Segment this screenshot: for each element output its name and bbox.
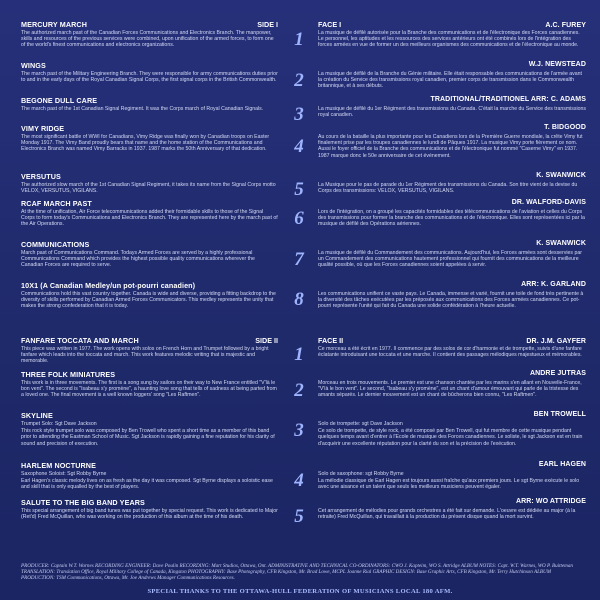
composer: DR. J.M. GAYFER — [526, 338, 586, 345]
track-description-fr: La musique de défilé du Commandement des communications. Aujourd'hui, les Forces armées sont desservies par un Commandement des communications hautement professionnel qui fournit des communications de la meilleure qualité possible, où que les Forces canadiennes soient appelées à servir. — [318, 250, 582, 269]
track-1-4-en — [21, 124, 278, 153]
track-title: RCAF MARCH PAST — [21, 199, 92, 208]
soloist-en: Saxophone Soloist: Sgt Robby Byrne — [21, 471, 107, 477]
track-description-fr: Ce morceau a été écrit en 1977. Il commence par des solos de cor d'harmonie et de trompette, suivis d'une fanfare éclatante introduisant une toccata et une marche. Il contient des passages mélodiques majestueux et mémorables. — [318, 346, 582, 359]
track-description-fr: Au cours de la bataille la plus importante pour les Canadiens lors de la Première Guerre mondiale, la crête Vimy fut finalement prise par les troupes canadiennes le lundi de Pâques 1917. La musique Vimy porte fièrement ce nom. Aussi le foyer officiel de la Branche des communications et de l'électronique fut nommé "Caserne Vimy" en 1937. 1987 marque donc le 50e anniversaire de cet événement. — [318, 134, 583, 159]
track-2-2-en — [21, 370, 278, 399]
track-description-fr: La mélodie classique de Earl Hagen est toujours aussi fraîche qu'aux premiers jours. Le sgt Byrne exécute le solo avec une aisance et un talent que seuls les meilleurs musiciens peuvent égaler. — [318, 478, 580, 491]
composer: A.C. FUREY — [545, 22, 586, 29]
track-number: 2 — [294, 70, 304, 91]
track-title: VIMY RIDGE — [21, 124, 65, 133]
track-2-4-en — [21, 461, 278, 491]
track-number: 3 — [294, 420, 304, 441]
track-description-en: The march past of the Military Engineering Branch. They were responsible for army communications duties prior to and in the early days of the Royal Canadian Signal Corps, the first signal corps in the British Commonwealth. — [21, 71, 278, 84]
track-1-1-fr — [318, 20, 586, 49]
composer: EARL HAGEN — [538, 461, 586, 468]
track-number: 1 — [294, 344, 304, 365]
special-thanks: SPECIAL THANKS TO THE OTTAWA-HULL FEDERATION OF MUSICIANS LOCAL 180 AFM. — [147, 588, 453, 595]
track-1-7-en — [21, 240, 278, 269]
track-description-fr: Ce solo de trompette, de style rock, a été composé par Ben Trowell, qui fut membre de cette musique pendant quelques temps avant d'entrer à l'Ecole de musique des Forces canadiennes. Le soliste, le sgt Jackson est en train d'acquérir une excellente réputation pour la clarté du son et la précision de l'exécution. — [318, 428, 583, 447]
track-number: 4 — [294, 470, 304, 491]
track-2-1-en — [21, 336, 278, 365]
track-description-en: This work is in three movements. The first is a song sung by sailors on their way to New France entitled "V'là le bon vent". The second is "Isabeau s'y promène", a haunting love song that tells of sadness at being parted from a loved one. The final movement is a well known loggers' song "Les Raftmen". — [21, 380, 277, 399]
track-title: THREE FOLK MINIATURES — [21, 370, 116, 379]
track-title: COMMUNICATIONS — [21, 240, 90, 249]
track-2-3-fr — [318, 411, 586, 447]
track-description-en: Earl Hagen's classic melody lives on as fresh as the day it was composed. Sgt Byrne displays a soloistic ease and skill that is only equalled by the best of players. — [21, 478, 273, 491]
track-2-2-fr — [318, 370, 586, 399]
composer: T. BIDGOOD — [544, 124, 586, 131]
track-1-3-en — [21, 96, 278, 112]
track-2-4-fr — [318, 461, 586, 491]
soloist-fr: Solo de saxophone: sgt Robby Byrne — [318, 471, 404, 477]
composer: ARR: K. GARLAND — [521, 281, 586, 288]
track-description-en: The authorized slow march of the 1st Canadian Signal Regiment, it takes its name from the Signal Corps motto VELOX, VERSUTUS, VIGILANS. — [21, 182, 276, 195]
track-2-1-fr — [318, 336, 586, 358]
track-number: 7 — [294, 249, 304, 270]
track-description-en: Communications hold this vast country together. Canada is wide and diverse, providing a fitting backdrop to the diversity of skills performed by Canadian Armed Forces Communicators. This medley represents the unity that makes the strong confederation that it is today. — [21, 291, 276, 310]
composer: TRADITIONAL/TRADITIONEL ARR: C. ADAMS — [430, 96, 586, 103]
track-number: 4 — [294, 136, 304, 157]
track-1-5-fr — [318, 172, 586, 194]
track-title: SALUTE TO THE BIG BAND YEARS — [21, 498, 145, 507]
track-description-fr: Lors de l'intégration, on a groupé les capacités formidables des télécommunications de l'aviation et celles du Corps des transmissions pour former la branche des communications et de l'électronique. Elles sont représentées ici par la musique de défilé des Opérations aériennes. — [318, 209, 585, 228]
track-number: 8 — [294, 289, 304, 310]
track-1-3-fr — [318, 96, 586, 118]
track-1-2-fr — [318, 61, 586, 90]
composer: ANDRE JUTRAS — [529, 370, 586, 377]
track-2-5-en — [21, 498, 278, 520]
track-1-1-en — [21, 20, 278, 49]
track-1-8-fr — [318, 281, 586, 310]
track-description-en: The authorized march past of the Canadian Forces Communications and Electronics Branch. The manpower, skills and resources of the previous services were combined, upon unification of the armed forces, to form one of the world's finest communications and electronics organizations. — [21, 30, 274, 49]
composer: K. SWANWICK — [536, 240, 586, 247]
track-description-fr: Cet arrangement de mélodies pour grands orchestres a été fait sur demande. L'oeuvre est dédiée au major (à la retraite) Fred McQuillan, qui travaillait à la production du présent disque quand la mort survint. — [318, 508, 576, 521]
track-title: FANFARE TOCCATA AND MARCH — [21, 336, 139, 345]
track-description-en: The march past of the 1st Canadian Signal Regiment. It was the Corps march of Royal Canadian Signals. — [21, 106, 264, 112]
face-label: FACE I — [318, 20, 342, 29]
track-1-4-fr — [318, 124, 586, 159]
track-1-8-en — [21, 281, 278, 310]
track-title: 10X1 (A Canadian Medley/un pot-pourri canadien) — [21, 281, 196, 290]
track-description-en: This special arrangement of big band tunes was put together by special request. This work is dedicated to Major (Ret'd) Fred McQuillan, who was working on the production of this album at the time of his death. — [21, 508, 278, 521]
track-description-fr: La musique de défilé de la Branche du Génie militaire. Elle était responsable des communications de l'armée avant la création du Service des transmissions royal canadien, premier corps de transmission dans le Commonwealth britannique, et à ses débuts. — [318, 71, 582, 90]
track-title: SKYLINE — [21, 411, 53, 420]
track-description-en: This rock style trumpet solo was composed by Ben Trowell who spent a short time as a member of this band prior to attending the Eastman School of Music. Sgt Jackson is rapidly gaining a fine reputation for his clarity of sound and precision of execution. — [21, 428, 275, 447]
track-1-2-en — [21, 61, 278, 83]
production-credits: PRODUCER: Captain W.T. Warnes RECORDING ENGINEER: Dave Poulin RECORDING: Mart Studios, Ottawa, Ont. ADMINISTRATIVE AND TECHNICAL CO-ORDINATORS: CWO J. Kapteim, WO S. Attridge ALBUM NOTES: Capt. W.T. Warnes, WO P. Buitteman TRANSLATION: Translation Office, Royal Military College of Canada, Kingston PHOTOGRAPHY: Base Photography, CFB Kingston, Mr. Brad Lowe, MCPL Joanne Rial GRAPHIC DESIGN: Base Graphic Arts, CFB Kingston, Mr. Terry Hutchinson ALBUM PRODUCTION: TSM Communications, Ottawa, Mr. Joe Andrews Manager Communications Resources. — [21, 563, 573, 582]
track-1-5-en — [21, 172, 278, 194]
track-title: VERSUTUS — [21, 172, 61, 181]
track-description-fr: La Musique pour le pas de parade du 1er Régiment des transmissions du Canada. Son titre vient de la devise du Corps des transmissions: VELOX, VERSUTUS, VIGILANS. — [318, 182, 578, 195]
soloist-en: Trumpet Solo: Sgt Dave Jackson — [21, 421, 97, 427]
track-1-6-fr — [318, 199, 586, 228]
track-number: 2 — [294, 380, 304, 401]
track-description-en: This piece was written in 1977. The work opens with solos on French Horn and Trumpet followed by a bright fanfare which leads into the toccata and march. This work features melodic writing that is majestic and memorable. — [21, 346, 269, 365]
side-label: SIDE II — [255, 336, 278, 345]
track-title: BEGONE DULL CARE — [21, 96, 98, 105]
composer: ARR: WO ATTRIDGE — [515, 498, 586, 505]
track-description-en: The most significant battle of WWI for Canadians, Vimy Ridge was finally won by Canadian troops on Easter Monday 1917. The Vimy Band proudly bears that name and the home station of the Communications and Electronics Branch was named Vimy Barracks in 1937. 1987 marks the 50th Anniversary of that dedication. — [21, 134, 270, 153]
face-label: FACE II — [318, 336, 344, 345]
track-1-7-fr — [318, 240, 586, 269]
track-description-fr: Les communications unifient ce vaste pays. Le Canada, immense et varié, fournit une toile de fond très pertinente à la diversité des tâches exécutées par les préposés aux communications des Forces armées canadiennes. Ce pot-pourri représente l'unité qui fait du Canada une solide confédération à l'heure actuelle. — [318, 291, 584, 310]
track-description-en: At the time of unification, Air Force telecommunications added their formidable skills to those of the Signal Corps to form today's Communications and Electronics Branch. They are represented here by the march past of the Air Operations. — [21, 209, 278, 228]
track-title: HARLEM NOCTURNE — [21, 461, 96, 470]
track-description-fr: La musique de défilé autorisée pour la Branche des communications et de l'électronique des Forces canadiennes. Le personnel, les aptitudes et les ressources des services antérieurs ont été combinés lors de l'intégration des forces armées en vue de former un des meilleurs organismes des communications et de l'électronique au monde. — [318, 30, 580, 49]
track-description-fr: Morceau en trois mouvements. Le premier est une chanson chantée par les marins s'en allant en Nouvelle-France, "V'là le bon vent". Le second, "Isabeau s'y promène", est un chant d'amour émouvant qui parle de la tristesse des amants séparés. Le dernier mouvement est un chant de bûcherons bien connu, "Les Raftmen". — [318, 380, 582, 399]
track-number: 1 — [294, 29, 304, 50]
track-title: WINGS — [21, 61, 46, 70]
composer: BEN TROWELL — [533, 411, 586, 418]
track-title: MERCURY MARCH — [21, 20, 87, 29]
track-number: 3 — [294, 104, 304, 125]
track-2-3-en — [21, 411, 278, 447]
track-number: 5 — [294, 179, 304, 200]
track-number: 6 — [294, 208, 304, 229]
composer: K. SWANWICK — [536, 172, 586, 179]
track-description-fr: La musique de défilé du 1er Régiment des transmissions du Canada. C'était la marche du Service des transmissions royal canadien. — [318, 106, 586, 119]
soloist-fr: Solo de trompette: sgt Dave Jackson — [318, 421, 403, 427]
composer: DR. WALFORD-DAVIS — [511, 199, 586, 206]
track-1-6-en — [21, 199, 278, 228]
track-description-en: March past of Communications Command. Todays Armed Forces are served by a highly professional Communications Command which provides the highest possible quality communications wherever the Canadian Forces are required to serve. — [21, 250, 255, 269]
side-label: SIDE I — [257, 20, 278, 29]
track-number: 5 — [294, 506, 304, 527]
track-2-5-fr — [318, 498, 586, 520]
composer: W.J. NEWSTEAD — [528, 61, 586, 68]
